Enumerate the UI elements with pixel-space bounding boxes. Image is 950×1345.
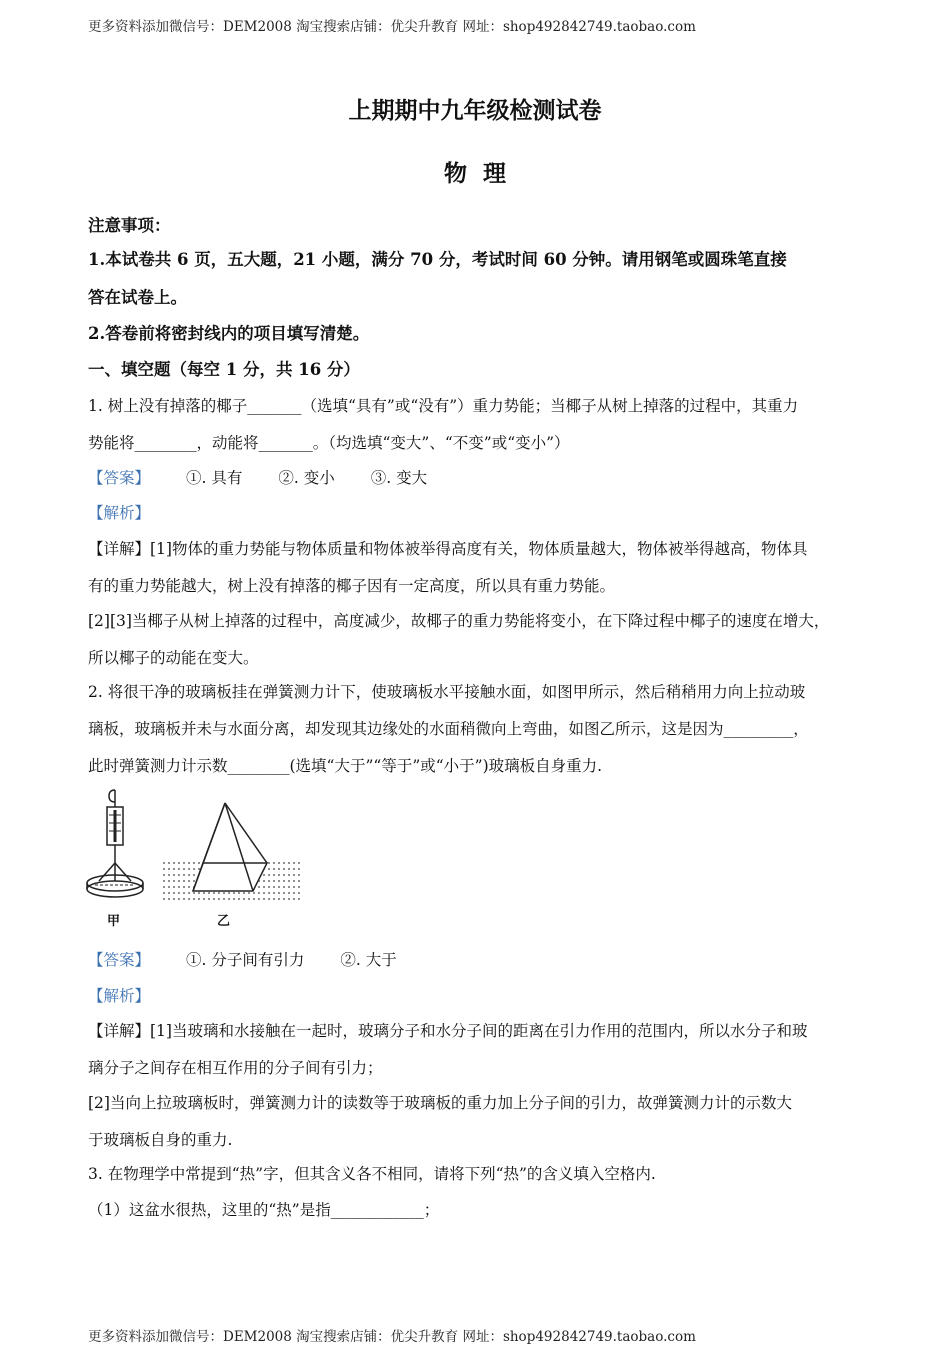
- q1-detail-2: [2][3]当椰子从树上掉落的过程中，高度减少，故椰子的重力势能将变小，在下降过程中椰子的速度在增大，: [88, 612, 830, 630]
- figure-label-left: 甲: [107, 914, 121, 929]
- q2-detail-2-cont: 于玻璃板自身的重力.: [88, 1131, 233, 1149]
- q2-analysis-tag: 【解析】: [88, 987, 151, 1005]
- q1-analysis-tag: 【解析】: [88, 504, 151, 522]
- q2-detail-2: [2]当向上拉玻璃板时，弹簧测力计的读数等于玻璃板的重力加上分子间的引力，故弹簧测力计的示数大: [88, 1094, 792, 1112]
- notice-item-1: 1.本试卷共 6 页，五大题，21 小题，满分 70 分，考试时间 60 分钟。请用钢笔或圆珠笔直接: [88, 250, 787, 269]
- q2-answer-2: ②. 大于: [340, 951, 397, 969]
- q1-detail-cont: 有的重力势能越大，树上没有掉落的椰子因有一定高度，所以具有重力势能。: [88, 577, 616, 595]
- q3-part-1: （1）这盆水很热，这里的“热”是指____________；: [88, 1201, 440, 1219]
- q2-stem: 2. 将很干净的玻璃板挂在弹簧测力计下，使玻璃板水平接触水面，如图甲所示，然后稍稍用力向上拉动玻: [88, 683, 806, 701]
- q2-answer: [88, 948, 878, 970]
- q1-detail: 【详解】[1]物体的重力势能与物体质量和物体被举得高度有关，物体质量越大，物体被举得越高，物体具: [88, 540, 808, 558]
- page-header: 更多资料添加微信号：DEM2008 淘宝搜索店铺：优尖升教育 网址：shop492842749.taobao.com: [88, 19, 696, 35]
- pyramid-glass-figure: [163, 803, 300, 899]
- q2-figure: [85, 785, 305, 933]
- q3-stem: 3. 在物理学中常提到“热”字，但其含义各不相同，请将下列“热”的含义填入空格内.: [88, 1165, 656, 1183]
- q2-detail-cont: 璃分子之间存在相互作用的分子间有引力；: [88, 1059, 383, 1077]
- q1-stem-cont: 势能将________，动能将_______。（均选填“变大”、“不变”或“变小”）: [88, 434, 570, 452]
- q2-answer-1: ①. 分子间有引力: [186, 951, 305, 969]
- notice-item-1-cont: 答在试卷上。: [88, 288, 187, 307]
- answer-tag: 【答案】: [88, 469, 151, 487]
- q2-stem-cont-2: 此时弹簧测力计示数________(选填“大于”“等于”或“小于”)玻璃板自身重力.: [88, 757, 603, 775]
- answer-tag: 【答案】: [88, 951, 151, 969]
- section-heading: 一、填空题（每空 1 分，共 16 分）: [88, 360, 360, 379]
- spring-scale-figure: [87, 790, 143, 897]
- q1-answer-2: ②. 变小: [278, 469, 335, 487]
- q1-detail-2-cont: 所以椰子的动能在变大。: [88, 649, 259, 667]
- q1-answer: [88, 466, 878, 488]
- q2-stem-cont: 璃板，玻璃板并未与水面分离，却发现其边缘处的水面稍微向上弯曲，如图乙所示，这是因为_________，: [88, 720, 809, 738]
- page-footer: 更多资料添加微信号：DEM2008 淘宝搜索店铺：优尖升教育 网址：shop492842749.taobao.com: [88, 1329, 696, 1345]
- q1-answer-3: ③. 变大: [370, 469, 428, 487]
- q2-detail: 【详解】[1]当玻璃和水接触在一起时，玻璃分子和水分子间的距离在引力作用的范围内，所以水分子和玻: [88, 1022, 808, 1040]
- subject-title: 物 理: [443, 160, 506, 187]
- notice-heading: 注意事项：: [88, 216, 171, 235]
- q1-answer-1: ①. 具有: [186, 469, 243, 487]
- notice-item-2: 2.答卷前将密封线内的项目填写清楚。: [88, 324, 370, 343]
- q1-stem: 1. 树上没有掉落的椰子_______（选填“具有”或“没有”）重力势能；当椰子从树上掉落的过程中，其重力: [88, 397, 799, 415]
- exam-title: 上期期中九年级检测试卷: [348, 97, 602, 124]
- figure-label-right: 乙: [217, 914, 231, 929]
